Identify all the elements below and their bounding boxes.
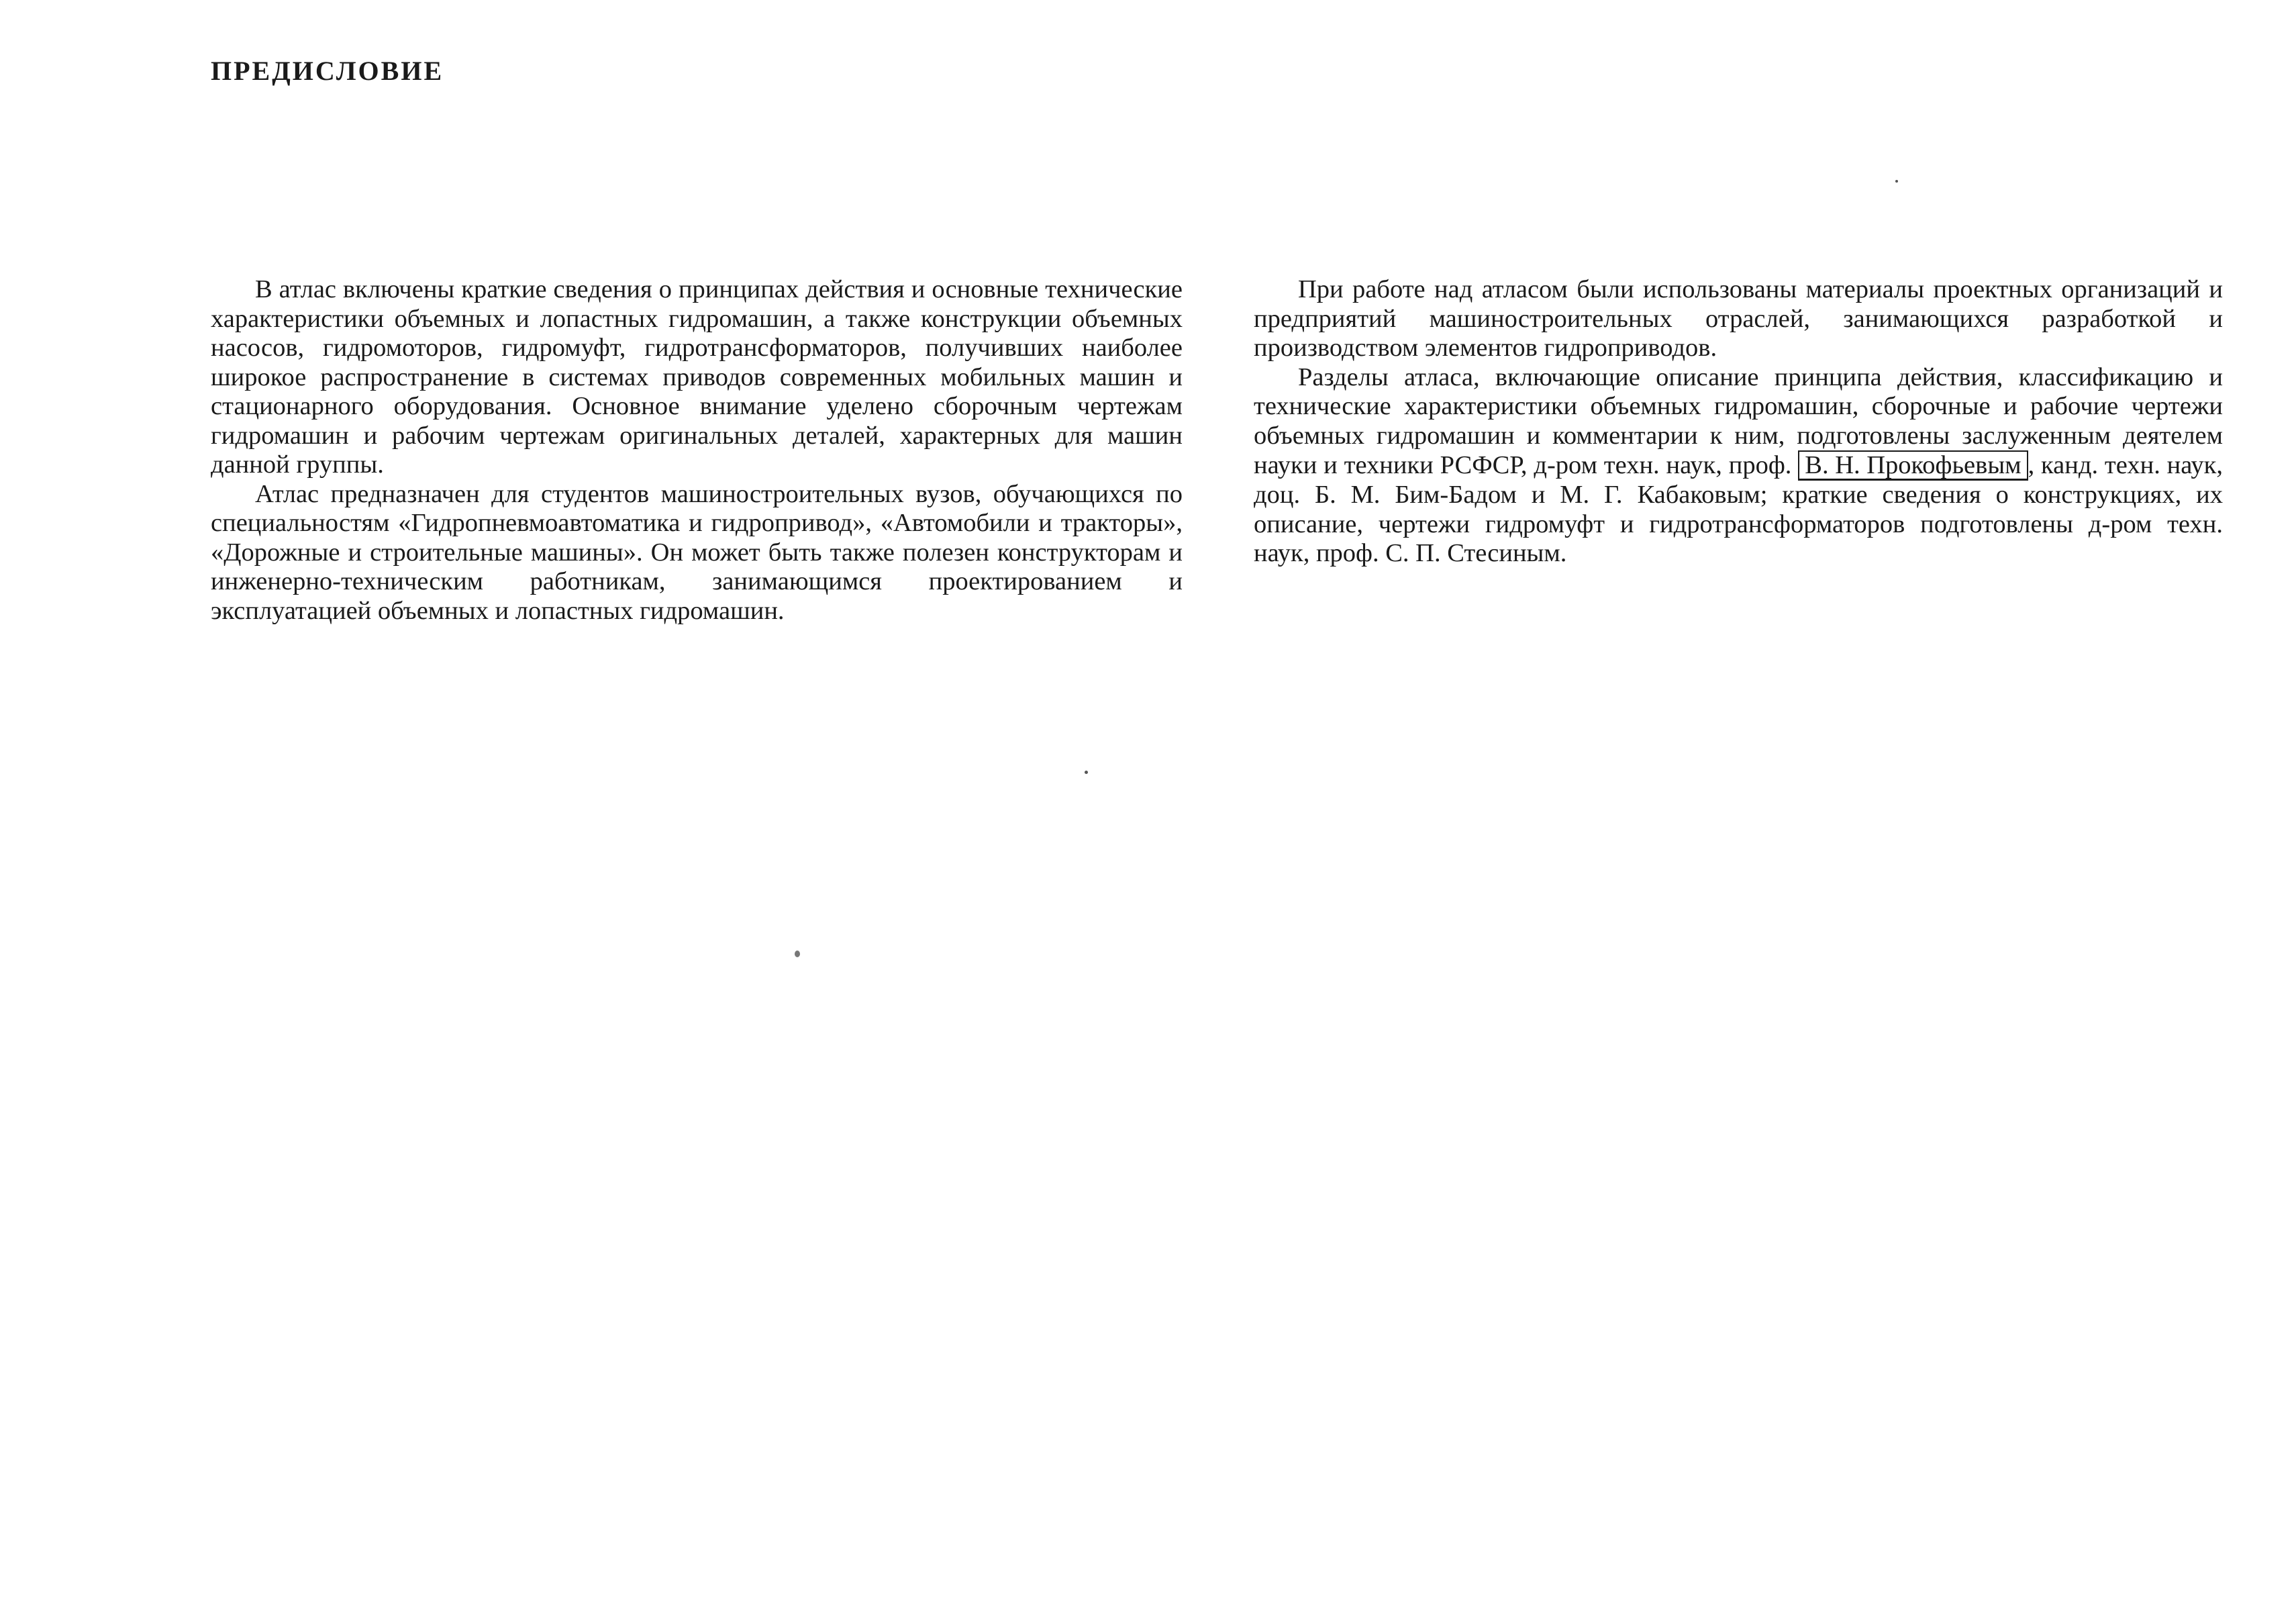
scan-speck	[1895, 180, 1898, 183]
scan-speck	[1085, 771, 1088, 774]
authors-text-after: , канд. техн. наук, доц. Б. М. Бим-Бадом и М. Г. Кабаковым; краткие сведения о конструкциях, их описание, чертежи гидромуфт и гидротрансформаторов подготовлены д-ром техн. наук, проф. С. П. Стесиным.	[1254, 451, 2223, 567]
paragraph-authors	[1254, 363, 2223, 569]
authors-text-before: Разделы атласа, включающие описание принципа действия, классификацию и технические характеристики объемных гидромашин, сборочные и рабочие чертежи объемных гидромашин и комментарии к ним, подготовлены заслуженным деятелем науки и техники РСФСР, д-ром техн. наук, проф.	[1254, 362, 2223, 479]
memorial-boxed-name: В. Н. Прокофьевым	[1798, 450, 2028, 481]
scan-speck	[795, 951, 800, 957]
left-column	[211, 275, 1183, 626]
page-heading: ПРЕДИСЛОВИЕ	[211, 56, 444, 86]
paragraph-materials-used: При работе над атласом были использованы материалы проектных организаций и предприятий машиностроительных отраслей, занимающихся разработкой и производством элементов гидроприводов.	[1254, 275, 2223, 362]
paragraph-atlas-contents: В атлас включены краткие сведения о принципах действия и основные технические характеристики объемных и лопастных гидромашин, а также конструкции объемных насосов, гидромоторов, гидромуфт, гидротрансформаторов, получивших наиболее широкое распространение в системах приводов современных мобильных машин и стационарного оборудования. Основное внимание уделено сборочным чертежам гидромашин и рабочим чертежам оригинальных деталей, характерных для машин данной группы.	[211, 275, 1183, 479]
right-column	[1254, 275, 2223, 569]
paragraph-atlas-audience: Атлас предназначен для студентов машиностроительных вузов, обучающихся по специальностям «Гидропневмоавтоматика и гидропривод», «Автомобили и тракторы», «Дорожные и строительные машины». Он может быть также полезен конструкторам и инженерно-техническим работникам, занимающимся проектированием и эксплуатацией объемных и лопастных гидромашин.	[211, 479, 1183, 625]
